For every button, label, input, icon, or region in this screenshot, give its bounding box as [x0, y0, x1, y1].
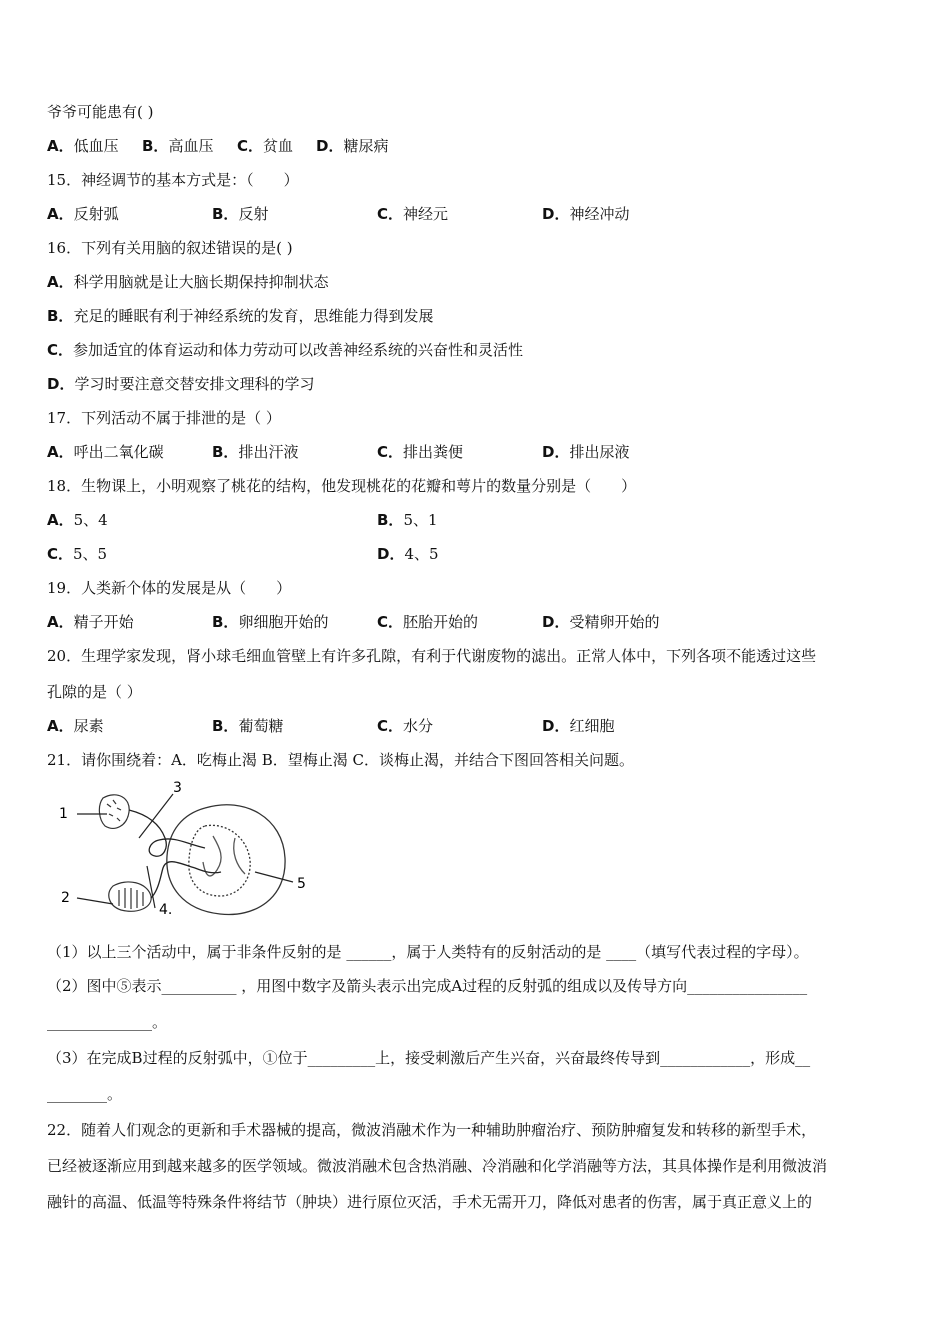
q18-option-d: D．4、5	[377, 545, 439, 563]
q16-option-b: B．充足的睡眠有利于神经系统的发育，思维能力得到发展	[47, 307, 434, 325]
receptor-tongue	[99, 795, 129, 828]
q16-stem: 16．下列有关用脑的叙述错误的是( )	[47, 239, 293, 257]
q16-option-c: C．参加适宜的体育运动和体力劳动可以改善神经系统的兴奋性和灵活性	[47, 341, 524, 359]
fig-label-3: 3	[173, 780, 182, 796]
q22-line3: 融针的高温、低温等特殊条件将结节（肿块）进行原位灭活，手术无需开刀，降低对患者的伤害，属于真正意义上的	[47, 1193, 813, 1211]
q22-line2: 已经被逐渐应用到越来越多的医学领域。微波消融术包含热消融、冷消融和化学消融等方法，其具体操作是利用微波消	[47, 1157, 828, 1175]
q17-option-a: A．呼出二氧化碳	[47, 443, 164, 461]
effector-gland	[109, 882, 151, 911]
q21-part3-line1: （3）在完成B过程的反射弧中，①位于_________上，接受刺激后产生兴奋，兴奋最终传导到____________，形成__	[47, 1049, 811, 1067]
q20-stem-line2: 孔隙的是（ ）	[47, 683, 142, 701]
q15-stem: 15．神经调节的基本方式是：（ ）	[47, 171, 299, 189]
q14-stem-tail: 爷爷可能患有( )	[47, 103, 154, 121]
q16-option-a: A．科学用脑就是让大脑长期保持抑制状态	[47, 273, 329, 291]
q15-option-a: A．反射弧	[47, 205, 119, 223]
q20-option-c: C．水分	[377, 717, 434, 735]
fig-label-5: 5	[297, 876, 306, 892]
spinal-cord	[167, 805, 285, 915]
q14-option-a: A．低血压	[47, 137, 119, 155]
q14-option-d: D．糖尿病	[316, 137, 389, 155]
q15-option-d: D．神经冲动	[542, 205, 630, 223]
q14-option-b: B．高血压	[142, 137, 214, 155]
q21-stem: 21．请你围绕着：A．吃梅止渴 B．望梅止渴 C．谈梅止渴，并结合下图回答相关问题。	[47, 751, 634, 769]
q15-option-b: B．反射	[212, 205, 269, 223]
q18-option-c: C．5、5	[47, 545, 108, 563]
q19-option-b: B．卵细胞开始的	[212, 613, 329, 631]
q19-option-a: A．精子开始	[47, 613, 134, 631]
q20-option-b: B．葡萄糖	[212, 717, 284, 735]
q17-stem: 17．下列活动不属于排泄的是（ ）	[47, 409, 281, 427]
fig-label-4: 4.	[159, 902, 173, 918]
q17-option-b: B．排出汗液	[212, 443, 299, 461]
q15-option-c: C．神经元	[377, 205, 449, 223]
q18-option-a: A．5、4	[47, 511, 108, 529]
q21-part2-line2: ______________。	[47, 1013, 168, 1031]
fig-label-2: 2	[61, 890, 70, 906]
q17-option-c: C．排出粪便	[377, 443, 464, 461]
q21-part3-line2: ________。	[47, 1085, 123, 1103]
q19-option-c: C．胚胎开始的	[377, 613, 479, 631]
reflex-arc-figure	[55, 778, 325, 928]
q22-line1: 22．随着人们观念的更新和手术器械的提高，微波消融术作为一种辅助肿瘤治疗、预防肿瘤复发和转移的新型手术，	[47, 1121, 817, 1139]
q20-stem-line1: 20．生理学家发现，肾小球毛细血管壁上有许多孔隙，有利于代谢废物的滤出。正常人体中，下列各项不能透过这些	[47, 647, 817, 665]
q17-option-d: D．排出尿液	[542, 443, 630, 461]
q19-option-d: D．受精卵开始的	[542, 613, 660, 631]
q21-part1: （1）以上三个活动中，属于非条件反射的是 ______，属于人类特有的反射活动的是 ____（填写代表过程的字母）。	[47, 943, 809, 961]
q16-option-d: D．学习时要注意交替安排文理科的学习	[47, 375, 315, 393]
q21-part2-line1: （2）图中⑤表示__________ ，用图中数字及箭头表示出完成A过程的反射弧的组成以及传导方向________________	[47, 977, 808, 995]
q18-stem: 18．生物课上，小明观察了桃花的结构，他发现桃花的花瓣和萼片的数量分别是（ ）	[47, 477, 637, 495]
q18-option-b: B．5、1	[377, 511, 438, 529]
q20-option-a: A．尿素	[47, 717, 104, 735]
fig-label-1: 1	[59, 806, 68, 822]
q20-option-d: D．红细胞	[542, 717, 615, 735]
q19-stem: 19．人类新个体的发展是从（ ）	[47, 579, 292, 597]
q14-option-c: C．贫血	[237, 137, 294, 155]
